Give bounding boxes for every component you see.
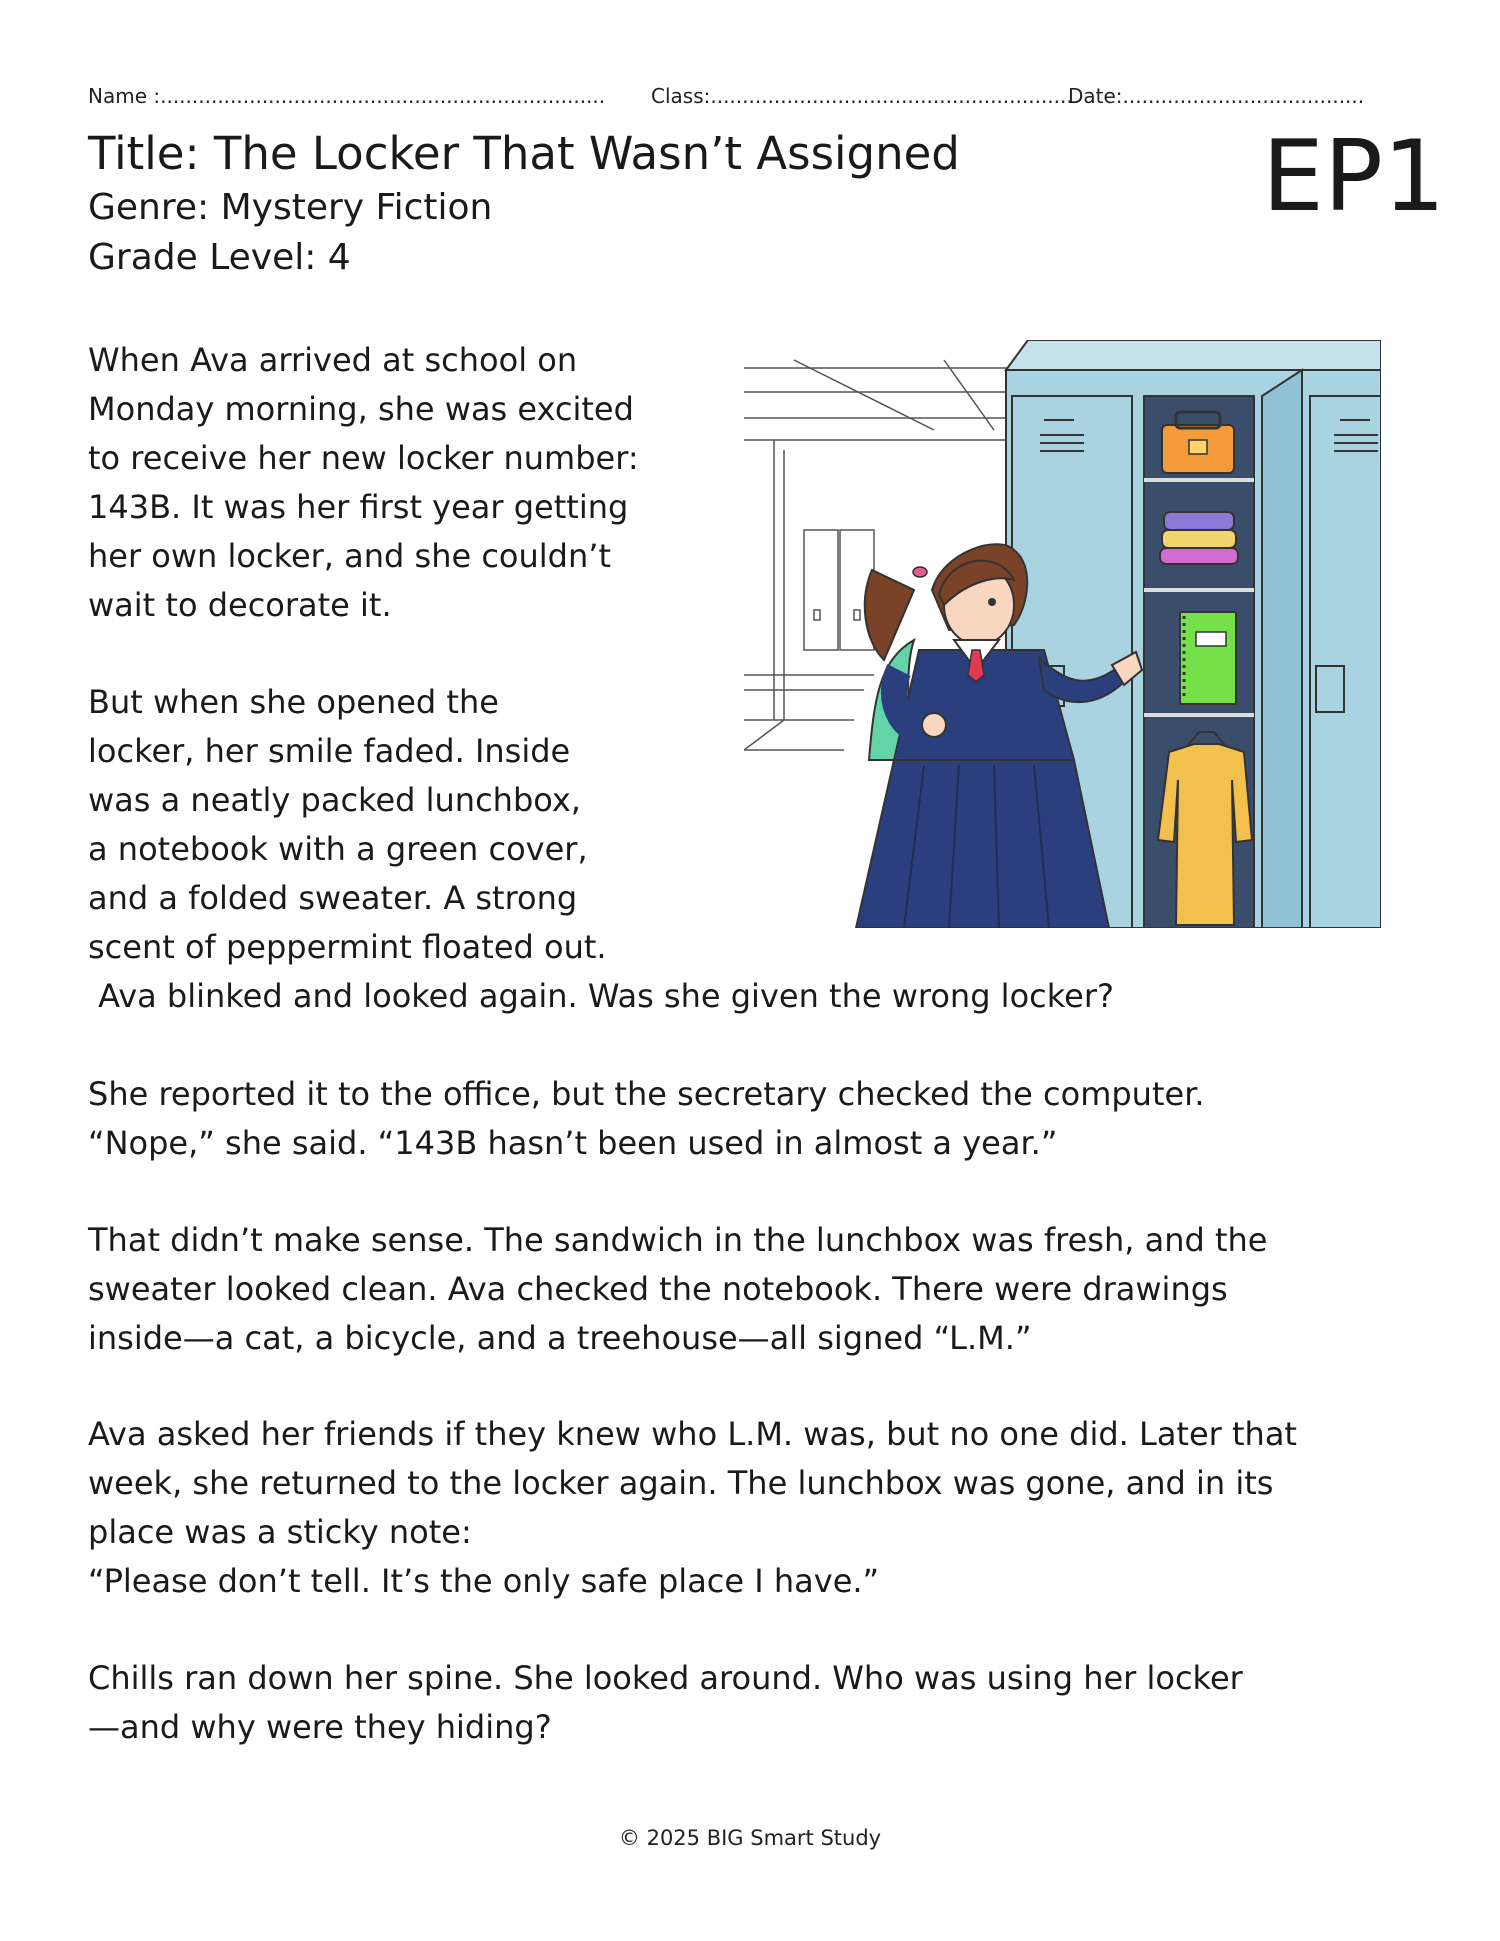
story-genre: Genre: Mystery Fiction (88, 187, 493, 228)
text-line: her own locker, and she couldn’t (88, 537, 611, 575)
paragraph-6 (88, 1654, 1243, 1752)
text-line: Chills ran down her spine. She looked around. Who was using her locker (88, 1659, 1243, 1697)
text-line: and a folded sweater. A strong (88, 879, 578, 917)
grade-level: Grade Level: 4 (88, 237, 351, 278)
paragraph-5 (88, 1410, 1297, 1606)
folded-clothes-icon (1160, 512, 1238, 564)
story-title: Title: The Locker That Wasn’t Assigned (88, 127, 960, 180)
text-line: She reported it to the office, but the secretary checked the computer. (88, 1075, 1205, 1113)
text-line: Ava blinked and looked again. Was she given the wrong locker? (88, 977, 1114, 1015)
text-line: 143B. It was her first year getting (88, 488, 629, 526)
text-line: week, she returned to the locker again. The lunchbox was gone, and in its (88, 1464, 1274, 1502)
text-line: sweater looked clean. Ava checked the notebook. There were drawings (88, 1270, 1228, 1308)
paragraph-4 (88, 1216, 1267, 1363)
text-line: But when she opened the (88, 683, 499, 721)
text-line: —and why were they hiding? (88, 1708, 552, 1746)
paragraph-2 (88, 678, 1114, 1021)
text-line: a notebook with a green cover, (88, 830, 588, 868)
text-line: scent of peppermint floated out. (88, 928, 607, 966)
green-notebook-icon (1180, 612, 1236, 704)
text-line: Ava asked her friends if they knew who L.M. was, but no one did. Later that (88, 1415, 1297, 1453)
paragraph-1 (88, 336, 639, 630)
text-line: When Ava arrived at school on (88, 341, 578, 379)
text-line: That didn’t make sense. The sandwich in the lunchbox was fresh, and the (88, 1221, 1268, 1259)
student-info-line (88, 84, 1414, 114)
text-line: “Please don’t tell. It’s the only safe place I have.” (88, 1562, 880, 1600)
text-line: locker, her smile faded. Inside (88, 732, 571, 770)
text-line: was a neatly packed lunchbox, (88, 781, 581, 819)
paragraph-3 (88, 1070, 1205, 1168)
date-field[interactable]: Date:...................................... (1068, 84, 1365, 108)
text-line: to receive her new locker number: (88, 439, 639, 477)
text-line: Monday morning, she was excited (88, 390, 634, 428)
text-line: inside—a cat, a bicycle, and a treehouse—all signed “L.M.” (88, 1319, 1032, 1357)
text-line: wait to decorate it. (88, 586, 392, 624)
text-line: place was a sticky note: (88, 1513, 472, 1551)
name-field[interactable]: Name :...................................................................... (88, 84, 606, 108)
class-field[interactable]: Class:......................................................... (651, 84, 1073, 108)
copyright-footer: © 2025 BIG Smart Study (618, 1826, 882, 1850)
text-line: “Nope,” she said. “143B hasn’t been used in almost a year.” (88, 1124, 1058, 1162)
episode-label: EP1 (1262, 120, 1446, 234)
